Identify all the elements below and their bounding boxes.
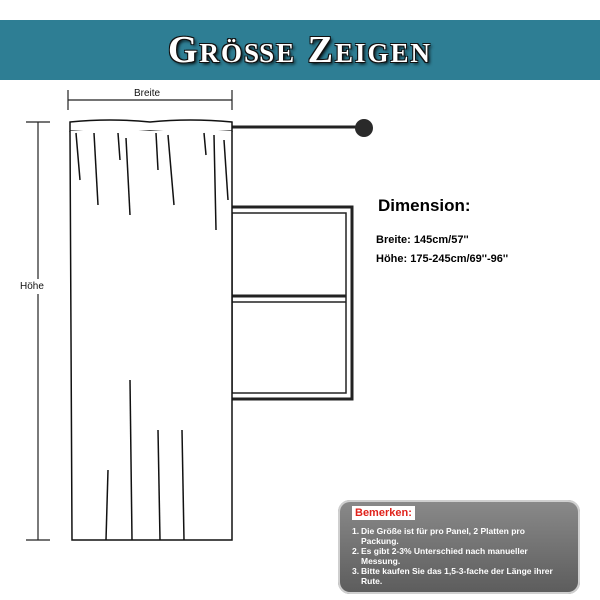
width-label: Breite — [134, 88, 161, 99]
curtain-panel — [70, 120, 232, 540]
dimension-title: Dimension: — [378, 196, 471, 215]
note-item-2: 2. Es gibt 2-3% Unterschied nach manueller Messung. — [352, 546, 528, 566]
banner-title: Größe Zeigen — [168, 29, 432, 71]
window — [226, 207, 352, 399]
dimension-width: Breite: 145cm/57'' — [376, 234, 469, 246]
height-dimension-line — [26, 122, 50, 540]
height-label: Höhe — [20, 281, 44, 292]
notes-box — [338, 500, 580, 594]
dimension-height: Höhe: 175-245cm/69''-96'' — [376, 253, 509, 265]
note-item-3: 3. Bitte kaufen Sie das 1,5-3-fache der Länge ihrer Rute. — [352, 566, 553, 586]
note-item-1: 1. Die Größe ist für pro Panel, 2 Platten pro Packung. — [352, 526, 525, 546]
notes-title: Bemerken: — [352, 506, 415, 520]
